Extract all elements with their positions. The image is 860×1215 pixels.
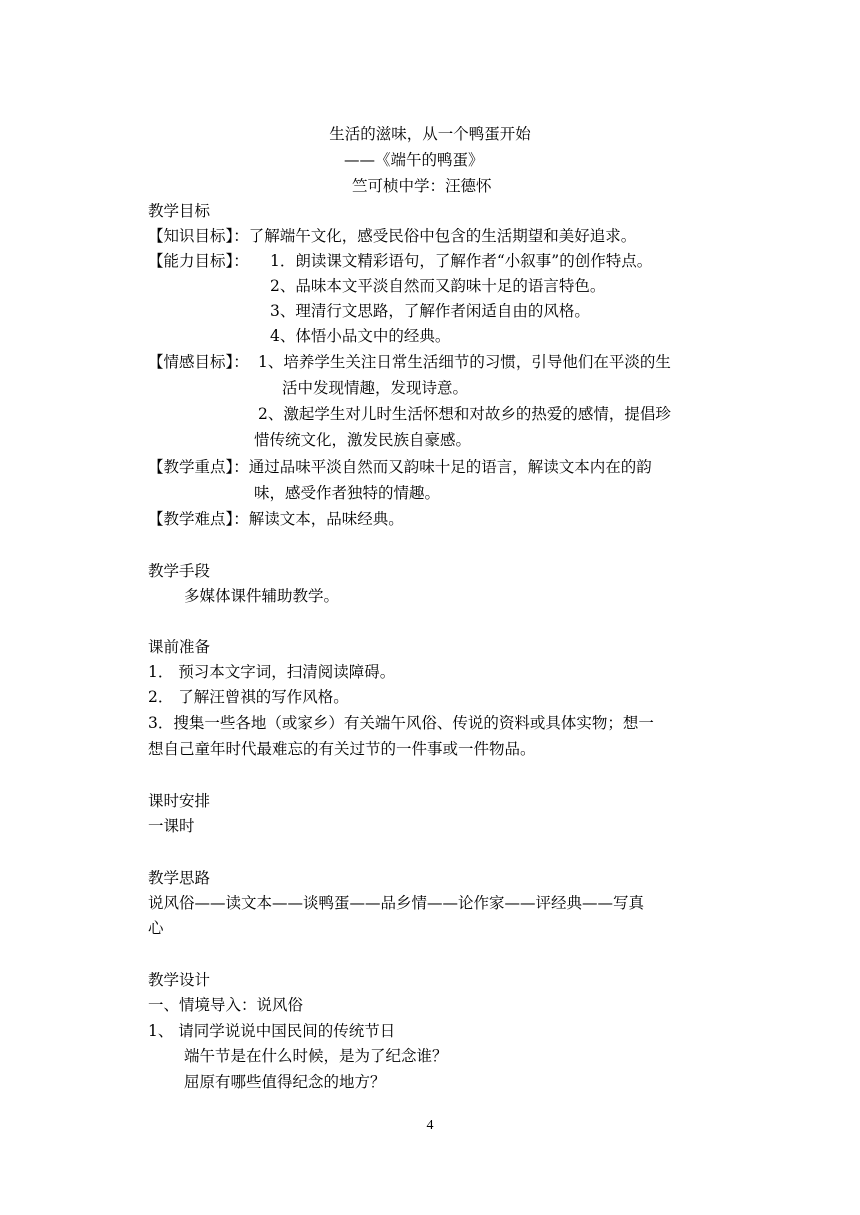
prep-item-cont: 想自己童年时代最难忘的有关过节的一件事或一件物品。 [148, 740, 536, 758]
key-point-cont: 味，感受作者独特的情趣。 [254, 484, 441, 502]
emotion-goal-item: 1、培养学生关注日常生活细节的习惯，引导他们在平淡的生 [258, 353, 671, 371]
ability-goal-item: 3、理清行文思路，了解作者闲适自由的风格。 [270, 302, 590, 320]
section-heading-prep: 课前准备 [148, 638, 211, 656]
prep-item: 2． 了解汪曾祺的写作风格。 [148, 688, 349, 706]
ability-goal-item: 4、体悟小品文中的经典。 [270, 327, 451, 345]
section-heading-means: 教学手段 [148, 562, 211, 580]
prep-item: 1． 预习本文字词，扫清阅读障碍。 [148, 663, 396, 681]
page-title: 生活的滋味，从一个鸭蛋开始 [329, 125, 531, 143]
section-heading-design: 教学设计 [148, 971, 211, 989]
emotion-goal-item-cont: 活中发现情趣，发现诗意。 [282, 379, 469, 397]
ability-goal-item: 2、品味本文平淡自然而又韵味十足的语言特色。 [270, 277, 606, 295]
section-heading-approach: 教学思路 [148, 869, 211, 887]
design-item: 1、 请同学说说中国民间的传统节日 [148, 1022, 396, 1040]
emotion-goal-item-cont: 惜传统文化，激发民族自豪感。 [254, 431, 472, 449]
page-subtitle: ——《端午的鸭蛋》 [344, 151, 484, 169]
ability-goal-item: 1．朗读课文精彩语句，了解作者“小叙事”的创作特点。 [270, 252, 653, 270]
page-number: 4 [426, 1118, 434, 1133]
emotion-goal-label: 【情感目标】： [148, 353, 249, 371]
design-question: 端午节是在什么时候，是为了纪念谁？ [184, 1047, 448, 1065]
schedule-text: 一课时 [148, 817, 195, 835]
knowledge-goal: 【知识目标】：了解端午文化，感受民俗中包含的生活期望和美好追求。 [148, 227, 637, 245]
section-heading-goals: 教学目标 [148, 202, 211, 220]
ability-goal-label: 【能力目标】： [148, 252, 249, 270]
means-text: 多媒体课件辅助教学。 [184, 587, 340, 605]
approach-text-cont: 心 [148, 919, 164, 937]
design-question: 屈原有哪些值得纪念的地方？ [184, 1073, 386, 1091]
section-heading-schedule: 课时安排 [148, 792, 211, 810]
emotion-goal-item: 2、激起学生对儿时生活怀想和对故乡的热爱的感情，提倡珍 [258, 405, 671, 423]
design-section: 一、情境导入：说风俗 [148, 996, 304, 1014]
difficulty-point: 【教学难点】：解读文本，品味经典。 [148, 510, 404, 528]
prep-item: 3．搜集一些各地（或家乡）有关端午风俗、传说的资料或具体实物；想一 [148, 714, 654, 732]
approach-text: 说风俗——读文本——谈鸭蛋——品乡情——论作家——评经典——写真 [148, 894, 645, 912]
key-point: 【教学重点】：通过品味平淡自然而又韵味十足的语言，解读文本内在的韵 [148, 458, 652, 476]
author-line: 竺可桢中学：汪德怀 [352, 177, 492, 195]
